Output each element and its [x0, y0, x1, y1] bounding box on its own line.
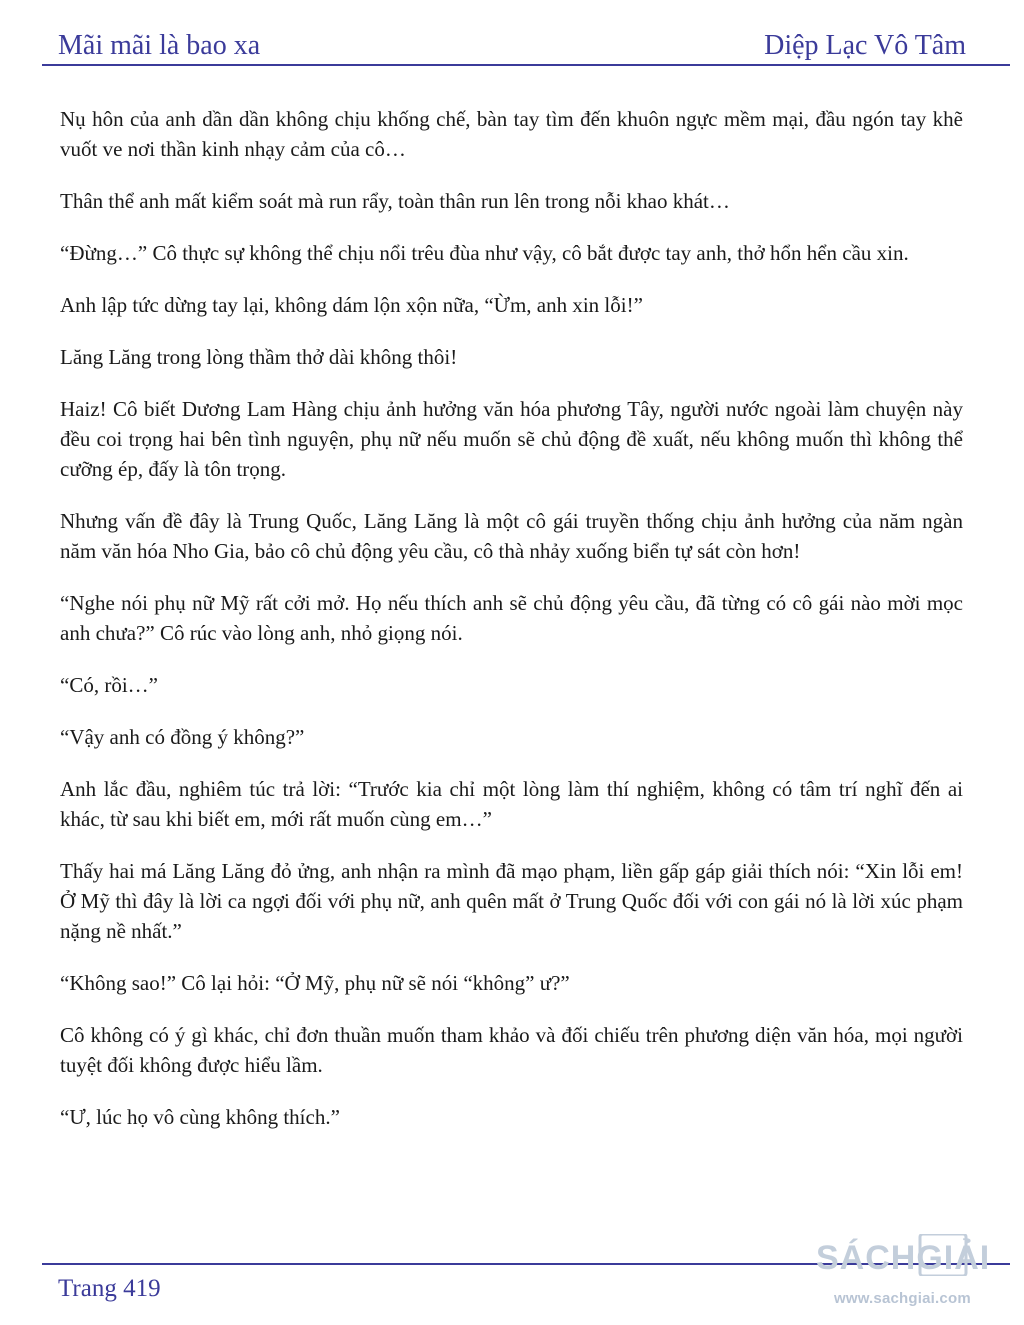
header-divider — [42, 64, 1010, 66]
book-title: Mãi mãi là bao xa — [58, 30, 261, 61]
paragraph: “Ư, lúc họ vô cùng không thích.” — [60, 1105, 340, 1129]
paragraph: Cô không có ý gì khác, chỉ đơn thuần muốn tham khảo và đối chiếu trên phương diện văn hóa, mọi người tuyệt đối không được hiểu lầm. — [60, 1023, 963, 1077]
paragraph: Anh lập tức dừng tay lại, không dám lộn xộn nữa, “Ừm, anh xin lỗi!” — [60, 293, 643, 317]
paragraph: “Có, rồi…” — [60, 673, 158, 697]
watermark — [816, 1226, 1020, 1316]
paragraph: Lăng Lăng trong lòng thầm thở dài không thôi! — [60, 345, 458, 369]
paragraph: Anh lắc đầu, nghiêm túc trả lời: “Trước kia chỉ một lòng làm thí nghiệm, không có tâm trí nghĩ đến ai khác, từ sau khi biết em, mới rất muốn cùng em…” — [60, 777, 963, 831]
paragraph: Haiz! Cô biết Dương Lam Hàng chịu ảnh hưởng văn hóa phương Tây, người nước ngoài làm chuyện này đều coi trọng hai bên tình nguyện, phụ nữ nếu muốn sẽ chủ động đề xuất, nếu không muốn thì không thể cưỡng ép, đấy là tôn trọng. — [60, 397, 963, 481]
logo-text: SÁCHGIẢI — [816, 1239, 991, 1276]
paragraph: “Không sao!” Cô lại hỏi: “Ở Mỹ, phụ nữ sẽ nói “không” ư?” — [60, 971, 570, 995]
author-name: Diệp Lạc Vô Tâm — [764, 30, 966, 61]
paragraph: “Vậy anh có đồng ý không?” — [60, 725, 305, 749]
paragraph: “Đừng…” Cô thực sự không thể chịu nổi trêu đùa như vậy, cô bắt được tay anh, thở hổn hển cầu xin. — [60, 241, 909, 265]
paragraph: Nhưng vấn đề đây là Trung Quốc, Lăng Lăng là một cô gái truyền thống chịu ảnh hưởng của năm ngàn năm văn hóa Nho Gia, bảo cô chủ động yêu cầu, cô thà nhảy xuống biển tự sát còn hơn! — [60, 509, 963, 563]
page-header — [58, 22, 966, 62]
sachgiai-logo — [816, 1234, 1020, 1276]
paragraph: Nụ hôn của anh dần dần không chịu khống chế, bàn tay tìm đến khuôn ngực mềm mại, đầu ngón tay khẽ vuốt ve nơi thần kinh nhạy cảm của cô… — [60, 107, 963, 161]
paragraph: “Nghe nói phụ nữ Mỹ rất cởi mở. Họ nếu thích anh sẽ chủ động yêu cầu, đã từng có cô gái nào mời mọc anh chưa?” Cô rúc vào lòng anh, nhỏ giọng nói. — [60, 591, 963, 645]
page-body — [60, 104, 963, 1154]
paragraph: Thấy hai má Lăng Lăng đỏ ửng, anh nhận ra mình đã mạo phạm, liền gấp gáp giải thích nói: “Xin lỗi em! Ở Mỹ thì đây là lời ca ngợi đối với phụ nữ, anh quên mất ở Trung Quốc đối với con gái nó là lời xúc phạm nặng nề nhất.” — [60, 859, 963, 943]
page-number: Trang 419 — [58, 1275, 161, 1302]
watermark-url: www.sachgiai.com — [834, 1290, 971, 1307]
paragraph: Thân thể anh mất kiểm soát mà run rẩy, toàn thân run lên trong nỗi khao khát… — [60, 189, 730, 213]
